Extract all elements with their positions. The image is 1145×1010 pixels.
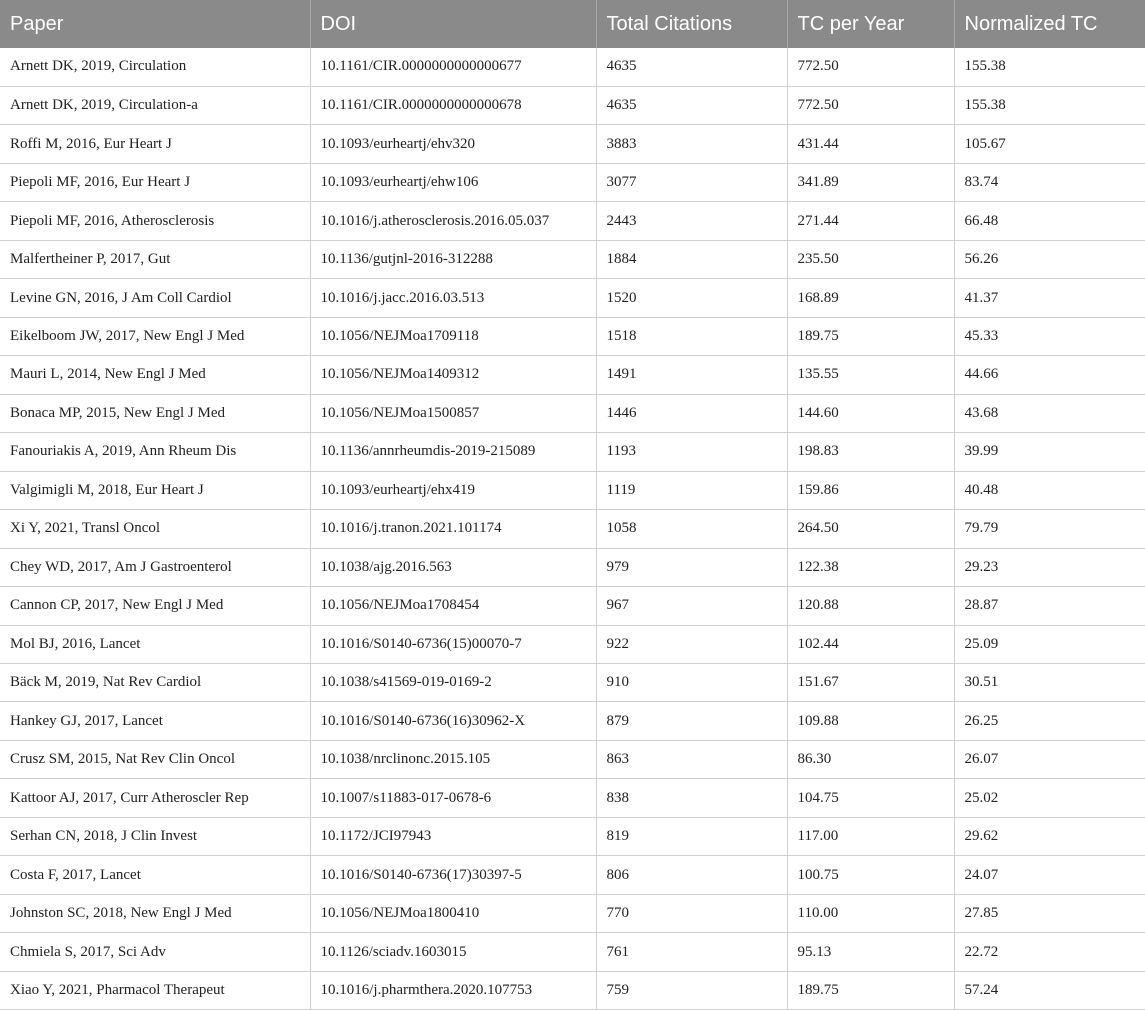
total-citations-cell: 2443 xyxy=(596,202,787,240)
paper-cell: Arnett DK, 2019, Circulation-a xyxy=(0,86,310,124)
table-row xyxy=(0,625,1145,663)
normalized-tc-cell: 79.79 xyxy=(954,510,1145,548)
normalized-tc-cell: 56.26 xyxy=(954,240,1145,278)
tc-per-year-cell: 189.75 xyxy=(787,971,954,1009)
normalized-tc-cell: 45.33 xyxy=(954,317,1145,355)
tc-per-year-cell: 189.75 xyxy=(787,317,954,355)
normalized-tc-cell: 30.51 xyxy=(954,664,1145,702)
normalized-tc-cell: 25.02 xyxy=(954,779,1145,817)
tc-per-year-cell: 135.55 xyxy=(787,356,954,394)
table-row xyxy=(0,433,1145,471)
total-citations-cell: 819 xyxy=(596,817,787,855)
paper-cell: Cannon CP, 2017, New Engl J Med xyxy=(0,587,310,625)
doi-cell: 10.1093/eurheartj/ehw106 xyxy=(310,163,596,201)
paper-cell: Levine GN, 2016, J Am Coll Cardiol xyxy=(0,279,310,317)
table-row xyxy=(0,702,1145,740)
table-row xyxy=(0,664,1145,702)
doi-cell: 10.1007/s11883-017-0678-6 xyxy=(310,779,596,817)
table-row xyxy=(0,356,1145,394)
total-citations-cell: 806 xyxy=(596,856,787,894)
normalized-tc-cell: 57.24 xyxy=(954,971,1145,1009)
total-citations-cell: 910 xyxy=(596,664,787,702)
paper-cell: Kattoor AJ, 2017, Curr Atheroscler Rep xyxy=(0,779,310,817)
paper-cell: Chmiela S, 2017, Sci Adv xyxy=(0,933,310,971)
paper-cell: Arnett DK, 2019, Circulation xyxy=(0,48,310,86)
total-citations-cell: 838 xyxy=(596,779,787,817)
table-row xyxy=(0,894,1145,932)
doi-cell: 10.1093/eurheartj/ehx419 xyxy=(310,471,596,509)
table-row xyxy=(0,548,1145,586)
tc-per-year-cell: 772.50 xyxy=(787,48,954,86)
paper-cell: Chey WD, 2017, Am J Gastroenterol xyxy=(0,548,310,586)
total-citations-cell: 770 xyxy=(596,894,787,932)
tc-per-year-cell: 159.86 xyxy=(787,471,954,509)
paper-cell: Piepoli MF, 2016, Eur Heart J xyxy=(0,163,310,201)
doi-cell: 10.1093/eurheartj/ehv320 xyxy=(310,125,596,163)
header-normalized-tc: Normalized TC xyxy=(964,12,1098,35)
normalized-tc-cell: 26.25 xyxy=(954,702,1145,740)
paper-cell: Mol BJ, 2016, Lancet xyxy=(0,625,310,663)
normalized-tc-cell: 24.07 xyxy=(954,856,1145,894)
doi-cell: 10.1016/S0140-6736(15)00070-7 xyxy=(310,625,596,663)
normalized-tc-cell: 155.38 xyxy=(954,86,1145,124)
doi-cell: 10.1056/NEJMoa1800410 xyxy=(310,894,596,932)
tc-per-year-cell: 151.67 xyxy=(787,664,954,702)
doi-cell: 10.1016/j.tranon.2021.101174 xyxy=(310,510,596,548)
normalized-tc-cell: 40.48 xyxy=(954,471,1145,509)
table-row xyxy=(0,125,1145,163)
doi-cell: 10.1161/CIR.0000000000000677 xyxy=(310,48,596,86)
total-citations-cell: 863 xyxy=(596,740,787,778)
normalized-tc-cell: 39.99 xyxy=(954,433,1145,471)
table-row xyxy=(0,202,1145,240)
doi-cell: 10.1126/sciadv.1603015 xyxy=(310,933,596,971)
doi-cell: 10.1136/gutjnl-2016-312288 xyxy=(310,240,596,278)
header-row xyxy=(0,0,1145,48)
total-citations-cell: 1518 xyxy=(596,317,787,355)
doi-cell: 10.1038/ajg.2016.563 xyxy=(310,548,596,586)
tc-per-year-cell: 168.89 xyxy=(787,279,954,317)
paper-cell: Eikelboom JW, 2017, New Engl J Med xyxy=(0,317,310,355)
header-total-citations: Total Citations xyxy=(596,0,787,48)
normalized-tc-cell: 29.62 xyxy=(954,817,1145,855)
table-row xyxy=(0,86,1145,124)
header-paper: Paper xyxy=(0,0,310,48)
total-citations-cell: 1520 xyxy=(596,279,787,317)
table-row xyxy=(0,933,1145,971)
normalized-tc-cell: 26.07 xyxy=(954,740,1145,778)
doi-cell: 10.1056/NEJMoa1500857 xyxy=(310,394,596,432)
normalized-tc-cell: 155.38 xyxy=(954,48,1145,86)
table-row xyxy=(0,856,1145,894)
normalized-tc-cell: 25.09 xyxy=(954,625,1145,663)
table-row xyxy=(0,587,1145,625)
normalized-tc-cell: 29.23 xyxy=(954,548,1145,586)
table-row xyxy=(0,510,1145,548)
normalized-tc-cell: 44.66 xyxy=(954,356,1145,394)
table-body xyxy=(0,48,1145,1010)
normalized-tc-cell: 43.68 xyxy=(954,394,1145,432)
paper-cell: Mauri L, 2014, New Engl J Med xyxy=(0,356,310,394)
tc-per-year-cell: 104.75 xyxy=(787,779,954,817)
paper-cell: Valgimigli M, 2018, Eur Heart J xyxy=(0,471,310,509)
normalized-tc-cell: 22.72 xyxy=(954,933,1145,971)
tc-per-year-cell: 95.13 xyxy=(787,933,954,971)
normalized-tc-cell: 105.67 xyxy=(954,125,1145,163)
total-citations-cell: 3883 xyxy=(596,125,787,163)
doi-cell: 10.1016/j.jacc.2016.03.513 xyxy=(310,279,596,317)
tc-per-year-cell: 264.50 xyxy=(787,510,954,548)
doi-cell: 10.1172/JCI97943 xyxy=(310,817,596,855)
paper-cell: Johnston SC, 2018, New Engl J Med xyxy=(0,894,310,932)
total-citations-cell: 759 xyxy=(596,971,787,1009)
paper-cell: Xi Y, 2021, Transl Oncol xyxy=(0,510,310,548)
paper-cell: Malfertheiner P, 2017, Gut xyxy=(0,240,310,278)
total-citations-cell: 1119 xyxy=(596,471,787,509)
doi-cell: 10.1038/s41569-019-0169-2 xyxy=(310,664,596,702)
tc-per-year-cell: 198.83 xyxy=(787,433,954,471)
paper-cell: Bäck M, 2019, Nat Rev Cardiol xyxy=(0,664,310,702)
total-citations-cell: 1884 xyxy=(596,240,787,278)
tc-per-year-cell: 235.50 xyxy=(787,240,954,278)
total-citations-cell: 1491 xyxy=(596,356,787,394)
tc-per-year-cell: 86.30 xyxy=(787,740,954,778)
paper-cell: Costa F, 2017, Lancet xyxy=(0,856,310,894)
total-citations-cell: 979 xyxy=(596,548,787,586)
tc-per-year-cell: 431.44 xyxy=(787,125,954,163)
paper-cell: Hankey GJ, 2017, Lancet xyxy=(0,702,310,740)
tc-per-year-cell: 110.00 xyxy=(787,894,954,932)
tc-per-year-cell: 109.88 xyxy=(787,702,954,740)
tc-per-year-cell: 271.44 xyxy=(787,202,954,240)
table-row xyxy=(0,240,1145,278)
normalized-tc-cell: 41.37 xyxy=(954,279,1145,317)
total-citations-cell: 4635 xyxy=(596,48,787,86)
header-tc-per-year: TC per Year xyxy=(787,0,954,48)
table-row xyxy=(0,471,1145,509)
table-row xyxy=(0,971,1145,1009)
normalized-tc-cell: 28.87 xyxy=(954,587,1145,625)
total-citations-cell: 1058 xyxy=(596,510,787,548)
table-row xyxy=(0,317,1145,355)
header-doi: DOI xyxy=(310,0,596,48)
paper-cell: Xiao Y, 2021, Pharmacol Therapeut xyxy=(0,971,310,1009)
doi-cell: 10.1016/S0140-6736(16)30962-X xyxy=(310,702,596,740)
paper-cell: Roffi M, 2016, Eur Heart J xyxy=(0,125,310,163)
paper-cell: Bonaca MP, 2015, New Engl J Med xyxy=(0,394,310,432)
total-citations-cell: 967 xyxy=(596,587,787,625)
normalized-tc-cell: 83.74 xyxy=(954,163,1145,201)
paper-cell: Piepoli MF, 2016, Atherosclerosis xyxy=(0,202,310,240)
doi-cell: 10.1016/j.pharmthera.2020.107753 xyxy=(310,971,596,1009)
paper-cell: Serhan CN, 2018, J Clin Invest xyxy=(0,817,310,855)
total-citations-cell: 1193 xyxy=(596,433,787,471)
total-citations-cell: 879 xyxy=(596,702,787,740)
doi-cell: 10.1056/NEJMoa1409312 xyxy=(310,356,596,394)
paper-cell: Crusz SM, 2015, Nat Rev Clin Oncol xyxy=(0,740,310,778)
doi-cell: 10.1056/NEJMoa1708454 xyxy=(310,587,596,625)
tc-per-year-cell: 117.00 xyxy=(787,817,954,855)
tc-per-year-cell: 100.75 xyxy=(787,856,954,894)
table-row xyxy=(0,817,1145,855)
table-header xyxy=(0,0,1145,48)
total-citations-cell: 1446 xyxy=(596,394,787,432)
tc-per-year-cell: 144.60 xyxy=(787,394,954,432)
total-citations-cell: 922 xyxy=(596,625,787,663)
total-citations-cell: 3077 xyxy=(596,163,787,201)
normalized-tc-cell: 66.48 xyxy=(954,202,1145,240)
total-citations-cell: 4635 xyxy=(596,86,787,124)
paper-cell: Fanouriakis A, 2019, Ann Rheum Dis xyxy=(0,433,310,471)
table-row xyxy=(0,279,1145,317)
table-row xyxy=(0,394,1145,432)
table-row xyxy=(0,779,1145,817)
doi-cell: 10.1056/NEJMoa1709118 xyxy=(310,317,596,355)
doi-cell: 10.1161/CIR.0000000000000678 xyxy=(310,86,596,124)
total-citations-cell: 761 xyxy=(596,933,787,971)
doi-cell: 10.1038/nrclinonc.2015.105 xyxy=(310,740,596,778)
table-row xyxy=(0,740,1145,778)
tc-per-year-cell: 772.50 xyxy=(787,86,954,124)
doi-cell: 10.1016/j.atherosclerosis.2016.05.037 xyxy=(310,202,596,240)
doi-cell: 10.1016/S0140-6736(17)30397-5 xyxy=(310,856,596,894)
tc-per-year-cell: 122.38 xyxy=(787,548,954,586)
table-row xyxy=(0,48,1145,86)
table-row xyxy=(0,163,1145,201)
tc-per-year-cell: 102.44 xyxy=(787,625,954,663)
normalized-tc-cell: 27.85 xyxy=(954,894,1145,932)
tc-per-year-cell: 341.89 xyxy=(787,163,954,201)
tc-per-year-cell: 120.88 xyxy=(787,587,954,625)
doi-cell: 10.1136/annrheumdis-2019-215089 xyxy=(310,433,596,471)
